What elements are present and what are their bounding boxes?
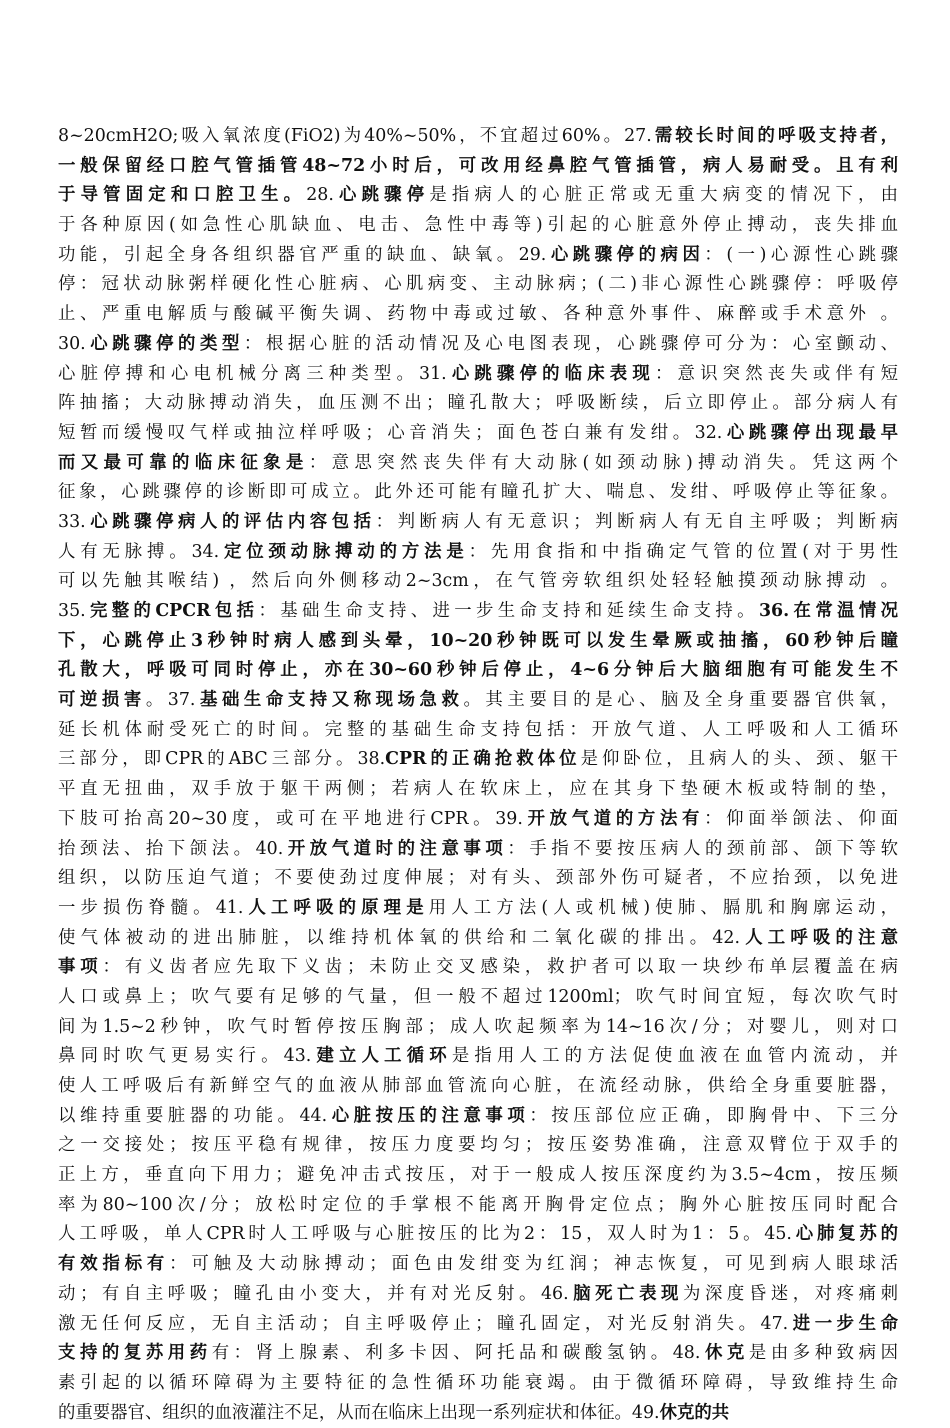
bold-text-run: 心跳骤停的临床表现	[446, 363, 655, 384]
bold-text-run: 开放气道时的注意事项	[283, 838, 508, 859]
text-line	[58, 152, 898, 182]
text-run: 35.	[58, 601, 86, 621]
text-line	[58, 1191, 898, 1221]
text-run: 可以先触其喉结) ，然后向外侧移动2~3cm，在气管旁软组织处轻轻触摸颈动脉搏动 。	[58, 571, 898, 592]
bold-text-run: 心跳骤停的类型	[85, 333, 244, 354]
text-line	[58, 270, 898, 300]
text-run: 功能，引起全身各组织器官严重的缺血、缺氧。29.	[58, 244, 547, 265]
bold-text-run: 36.在常温情况	[758, 601, 898, 621]
text-run: 33.	[58, 511, 86, 532]
bold-text-run: 孔散大，呼吸可同时停止，亦在30~60秒钟后停止，4~6分钟后大脑细胞有可能发生不	[58, 660, 898, 681]
text-run: 使气体被动的进出肺脏，以维持机体氧的供给和二氧化碳的排出。42.	[58, 927, 741, 948]
bold-text-run: 心肺复苏的	[791, 1224, 898, 1245]
text-line	[58, 1399, 898, 1428]
text-run: 以维持重要脏器的功能。44.	[58, 1105, 328, 1126]
text-run: 鼻同时吹气更易实行。43.	[58, 1046, 312, 1067]
text-run: 平直无扭曲，双手放于躯干两侧；若病人在软床上，应在其身下垫硬木板或特制的垫，	[58, 779, 898, 800]
text-line	[58, 1250, 898, 1280]
text-run: 。37.	[145, 690, 196, 711]
text-run: ：仰面举颌法、仰面	[704, 808, 898, 829]
text-run: 短暂而缓慢叹气样或抽泣样呼吸；心音消失；面色苍白兼有发绀。32.	[58, 422, 723, 443]
bold-text-run: 有效指标有	[58, 1254, 170, 1275]
bold-text-run: 休克	[700, 1343, 749, 1364]
bold-text-run: 心跳骤停	[333, 185, 430, 206]
text-line	[58, 716, 898, 746]
bold-text-run: 于导管固定和口腔卫生。	[58, 185, 307, 206]
text-line	[58, 1310, 898, 1340]
bold-text-run: 支持的复苏用药	[58, 1343, 212, 1364]
text-run: 人有无脉搏。34.	[58, 541, 220, 562]
text-line	[58, 1280, 898, 1310]
bold-text-run: 人工呼吸的原理是	[243, 897, 429, 918]
text-line	[58, 181, 898, 211]
text-run: ：有义齿者应先取下义齿；未防止交叉感染，救护者可以取一块纱布单层覆盖在病	[102, 957, 898, 978]
text-run: ：可触及大动脉搏动；面色由发绀变为红润；神志恢复，可见到病人眼球活	[169, 1254, 898, 1275]
bold-text-run: 基础生命支持又称现场急救	[195, 690, 464, 711]
bold-text-run: 心跳骤停病人的评估内容包括	[85, 511, 376, 532]
bold-text-run: 人工呼吸的注意	[740, 927, 898, 948]
text-line	[58, 449, 898, 479]
text-run: 素引起的以循环障碍为主要特征的急性循环功能衰竭。由于微循环障碍，导致维持生命	[58, 1372, 898, 1393]
text-line	[58, 1042, 898, 1072]
text-line	[58, 835, 898, 865]
text-line	[58, 1369, 898, 1399]
text-line	[58, 567, 898, 597]
text-run: 抬颈法、抬下颌法。40.	[58, 838, 284, 859]
bold-text-run: 开放气道的方法有	[522, 808, 705, 829]
text-run: 是指病人的心脏正常或无重大病变的情况下，由	[429, 185, 898, 206]
bold-text-run: 心跳骤停的病因	[546, 244, 705, 265]
text-run: 阵抽搐；大动脉搏动消失，血压测不出；瞳孔散大；呼吸断续，后立即停止。部分病人有	[58, 393, 898, 414]
bold-text-run: 心脏按压的注意事项	[327, 1105, 530, 1126]
text-run: ：意识突然丧失或伴有短	[654, 363, 898, 384]
text-run: 率为80~100次/分；放松时定位的手掌根不能离开胸骨定位点；胸外心脏按压同时配合	[58, 1194, 898, 1215]
text-run: 于各种原因(如急性心肌缺血、电击、急性中毒等)引起的心脏意外停止搏动，丧失排血	[58, 215, 898, 236]
text-line	[58, 538, 898, 568]
text-line	[58, 656, 898, 686]
text-line	[58, 745, 898, 775]
text-run: 征象，心跳骤停的诊断即可成立。此外还可能有瞳孔扩大、喘息、发绀、呼吸停止等征象。	[58, 482, 898, 503]
bold-text-run: 而又最可靠的临床征象是	[58, 452, 309, 473]
text-run: 止、严重电解质与酸碱平衡失调、药物中毒或过敏、各种意外事件、麻醉或手术意外 。	[58, 304, 898, 325]
text-line	[58, 805, 898, 835]
text-line	[58, 1131, 898, 1161]
text-run: 组织，以防压迫气道；不要使劲过度伸展；对有头、颈部外伤可疑者，不应抬颈，以免进	[58, 868, 898, 889]
text-line	[58, 1220, 898, 1250]
text-run: 动；有自主呼吸；瞳孔由小变大，并有对光反射。46.	[58, 1283, 569, 1304]
text-line	[58, 924, 898, 954]
text-run: 是指用人工的方法促使血液在血管内流动，并	[451, 1046, 898, 1067]
text-run: ：(一)心源性心跳骤	[704, 244, 898, 265]
text-line	[58, 300, 898, 330]
text-line	[58, 864, 898, 894]
text-run: 一步损伤脊髓。41.	[58, 897, 244, 918]
text-line	[58, 597, 898, 627]
text-line	[58, 360, 898, 390]
text-run: 的重要器官、组织的血液灌注不足，从而在临床上出现一系列症状和体征。49.	[58, 1402, 660, 1423]
text-run: 是仰卧位，且病人的头、颈、躯干	[580, 749, 898, 770]
text-line	[58, 686, 898, 716]
document-page	[58, 122, 898, 1428]
bold-text-run: 下，心跳停止3秒钟时病人感到头晕，10~20秒钟既可以发生晕厥或抽搐，60秒钟后瞳	[58, 630, 898, 651]
text-run: ：手指不要按压病人的颈前部、颌下等软	[507, 838, 898, 859]
text-run: 28.	[306, 185, 334, 206]
bold-text-run: 事项	[58, 957, 103, 978]
text-run: 停：冠状动脉粥样硬化性心脏病、心肌病变、主动脉病；(二)非心源性心跳骤停：呼吸停	[58, 274, 898, 295]
text-line	[58, 1013, 898, 1043]
bold-text-run: CPR的正确抢救体位	[385, 749, 581, 770]
text-line	[58, 508, 898, 538]
text-line	[58, 122, 898, 152]
text-run: 正上方，垂直向下用力；避免冲击式按压，对于一般成人按压深度约为3.5~4cm，按压频	[58, 1165, 898, 1186]
text-run: ：先用食指和中指确定气管的位置(对于男性	[468, 541, 898, 562]
text-line	[58, 775, 898, 805]
text-run: ：按压部位应正确，即胸骨中、下三分	[529, 1105, 898, 1126]
text-line	[58, 953, 898, 983]
bold-text-run: 心跳骤停出现最早	[722, 422, 898, 443]
text-run: 用人工方法(人或机械)使肺、膈肌和胸廓运动，	[428, 897, 898, 918]
bold-text-run: 休克的共	[659, 1402, 730, 1423]
text-line	[58, 389, 898, 419]
text-run: 人工呼吸，单人CPR时人工呼吸与心脏按压的比为2：15，双人时为1：5。45.	[58, 1224, 792, 1245]
text-run: 下肢可抬高20~30度，或可在平地进行CPR。39.	[58, 808, 523, 829]
text-run: ：根据心脏的活动情况及心电图表现，心跳骤停可分为：心室颤动、	[243, 333, 898, 354]
text-line	[58, 478, 898, 508]
text-line	[58, 894, 898, 924]
bold-text-run: 一般保留经口腔气管插管48~72小时后，可改用经鼻腔气管插管，病人易耐受。且有利	[58, 155, 898, 176]
bold-text-run: 脑死亡表现	[568, 1283, 683, 1304]
text-line	[58, 1072, 898, 1102]
text-run: 使人工呼吸后有新鲜空气的血液从肺部血管流向心脏，在流经动脉，供给全身重要脏器，	[58, 1076, 898, 1096]
text-line	[58, 330, 898, 360]
text-run: 三部分，即CPR的ABC三部分。38.	[58, 749, 386, 770]
text-line	[58, 211, 898, 241]
text-run: 。其主要目的是心、脑及全身重要器官供氧，	[463, 690, 898, 711]
text-run: 延长机体耐受死亡的时间。完整的基础生命支持包括：开放气道、人工呼吸和人工循环	[58, 719, 898, 740]
text-line	[58, 241, 898, 271]
text-run: 30.	[58, 333, 86, 354]
text-run: 为深度昏迷，对疼痛刺	[683, 1283, 898, 1304]
bold-text-run: 建立人工循环	[311, 1046, 452, 1067]
bold-text-run: 定位颈动脉搏动的方法是	[219, 541, 469, 562]
text-run: 之一交接处；按压平稳有规律，按压力度要均匀；按压姿势准确，注意双臂位于双手的	[58, 1135, 898, 1156]
bold-text-run: 进一步生命	[788, 1313, 898, 1334]
text-run: 心脏停搏和心电机械分离三种类型。31.	[58, 363, 447, 384]
text-line	[58, 419, 898, 449]
text-run: 8~20cmH2O;吸入氧浓度(FiO2)为40%~50%，不宜超过60%。27.	[58, 126, 652, 146]
bold-text-run: 需较长时间的呼吸支持者，	[651, 126, 898, 146]
text-run: 有：肾上腺素、利多卡因、阿托品和碳酸氢钠。48.	[211, 1343, 701, 1364]
text-run: 间为1.5~2秒钟，吹气时暂停按压胸部；成人吹起频率为14~16次/分；对婴儿，则对口	[58, 1016, 898, 1037]
text-run: ：意思突然丧失伴有大动脉(如颈动脉)搏动消失。凭这两个	[308, 452, 898, 473]
bold-text-run: 完整的CPCR包括	[85, 601, 259, 621]
text-line	[58, 1102, 898, 1132]
bold-text-run: 可逆损害	[58, 690, 146, 711]
text-run: 激无任何反应，无自主活动；自主呼吸停止；瞳孔固定，对光反射消失。47.	[58, 1313, 789, 1334]
text-line	[58, 983, 898, 1013]
text-run: ：基础生命支持、进一步生命支持和延续生命支持。	[258, 601, 759, 621]
text-line	[58, 1161, 898, 1191]
text-run: ：判断病人有无意识；判断病人有无自主呼吸；判断病	[375, 511, 898, 532]
text-run: 是由多种致病因	[748, 1343, 898, 1364]
text-line	[58, 627, 898, 657]
text-run: 人口或鼻上；吹气要有足够的气量，但一般不超过1200ml；吹气时间宜短，每次吹气时	[58, 986, 898, 1007]
